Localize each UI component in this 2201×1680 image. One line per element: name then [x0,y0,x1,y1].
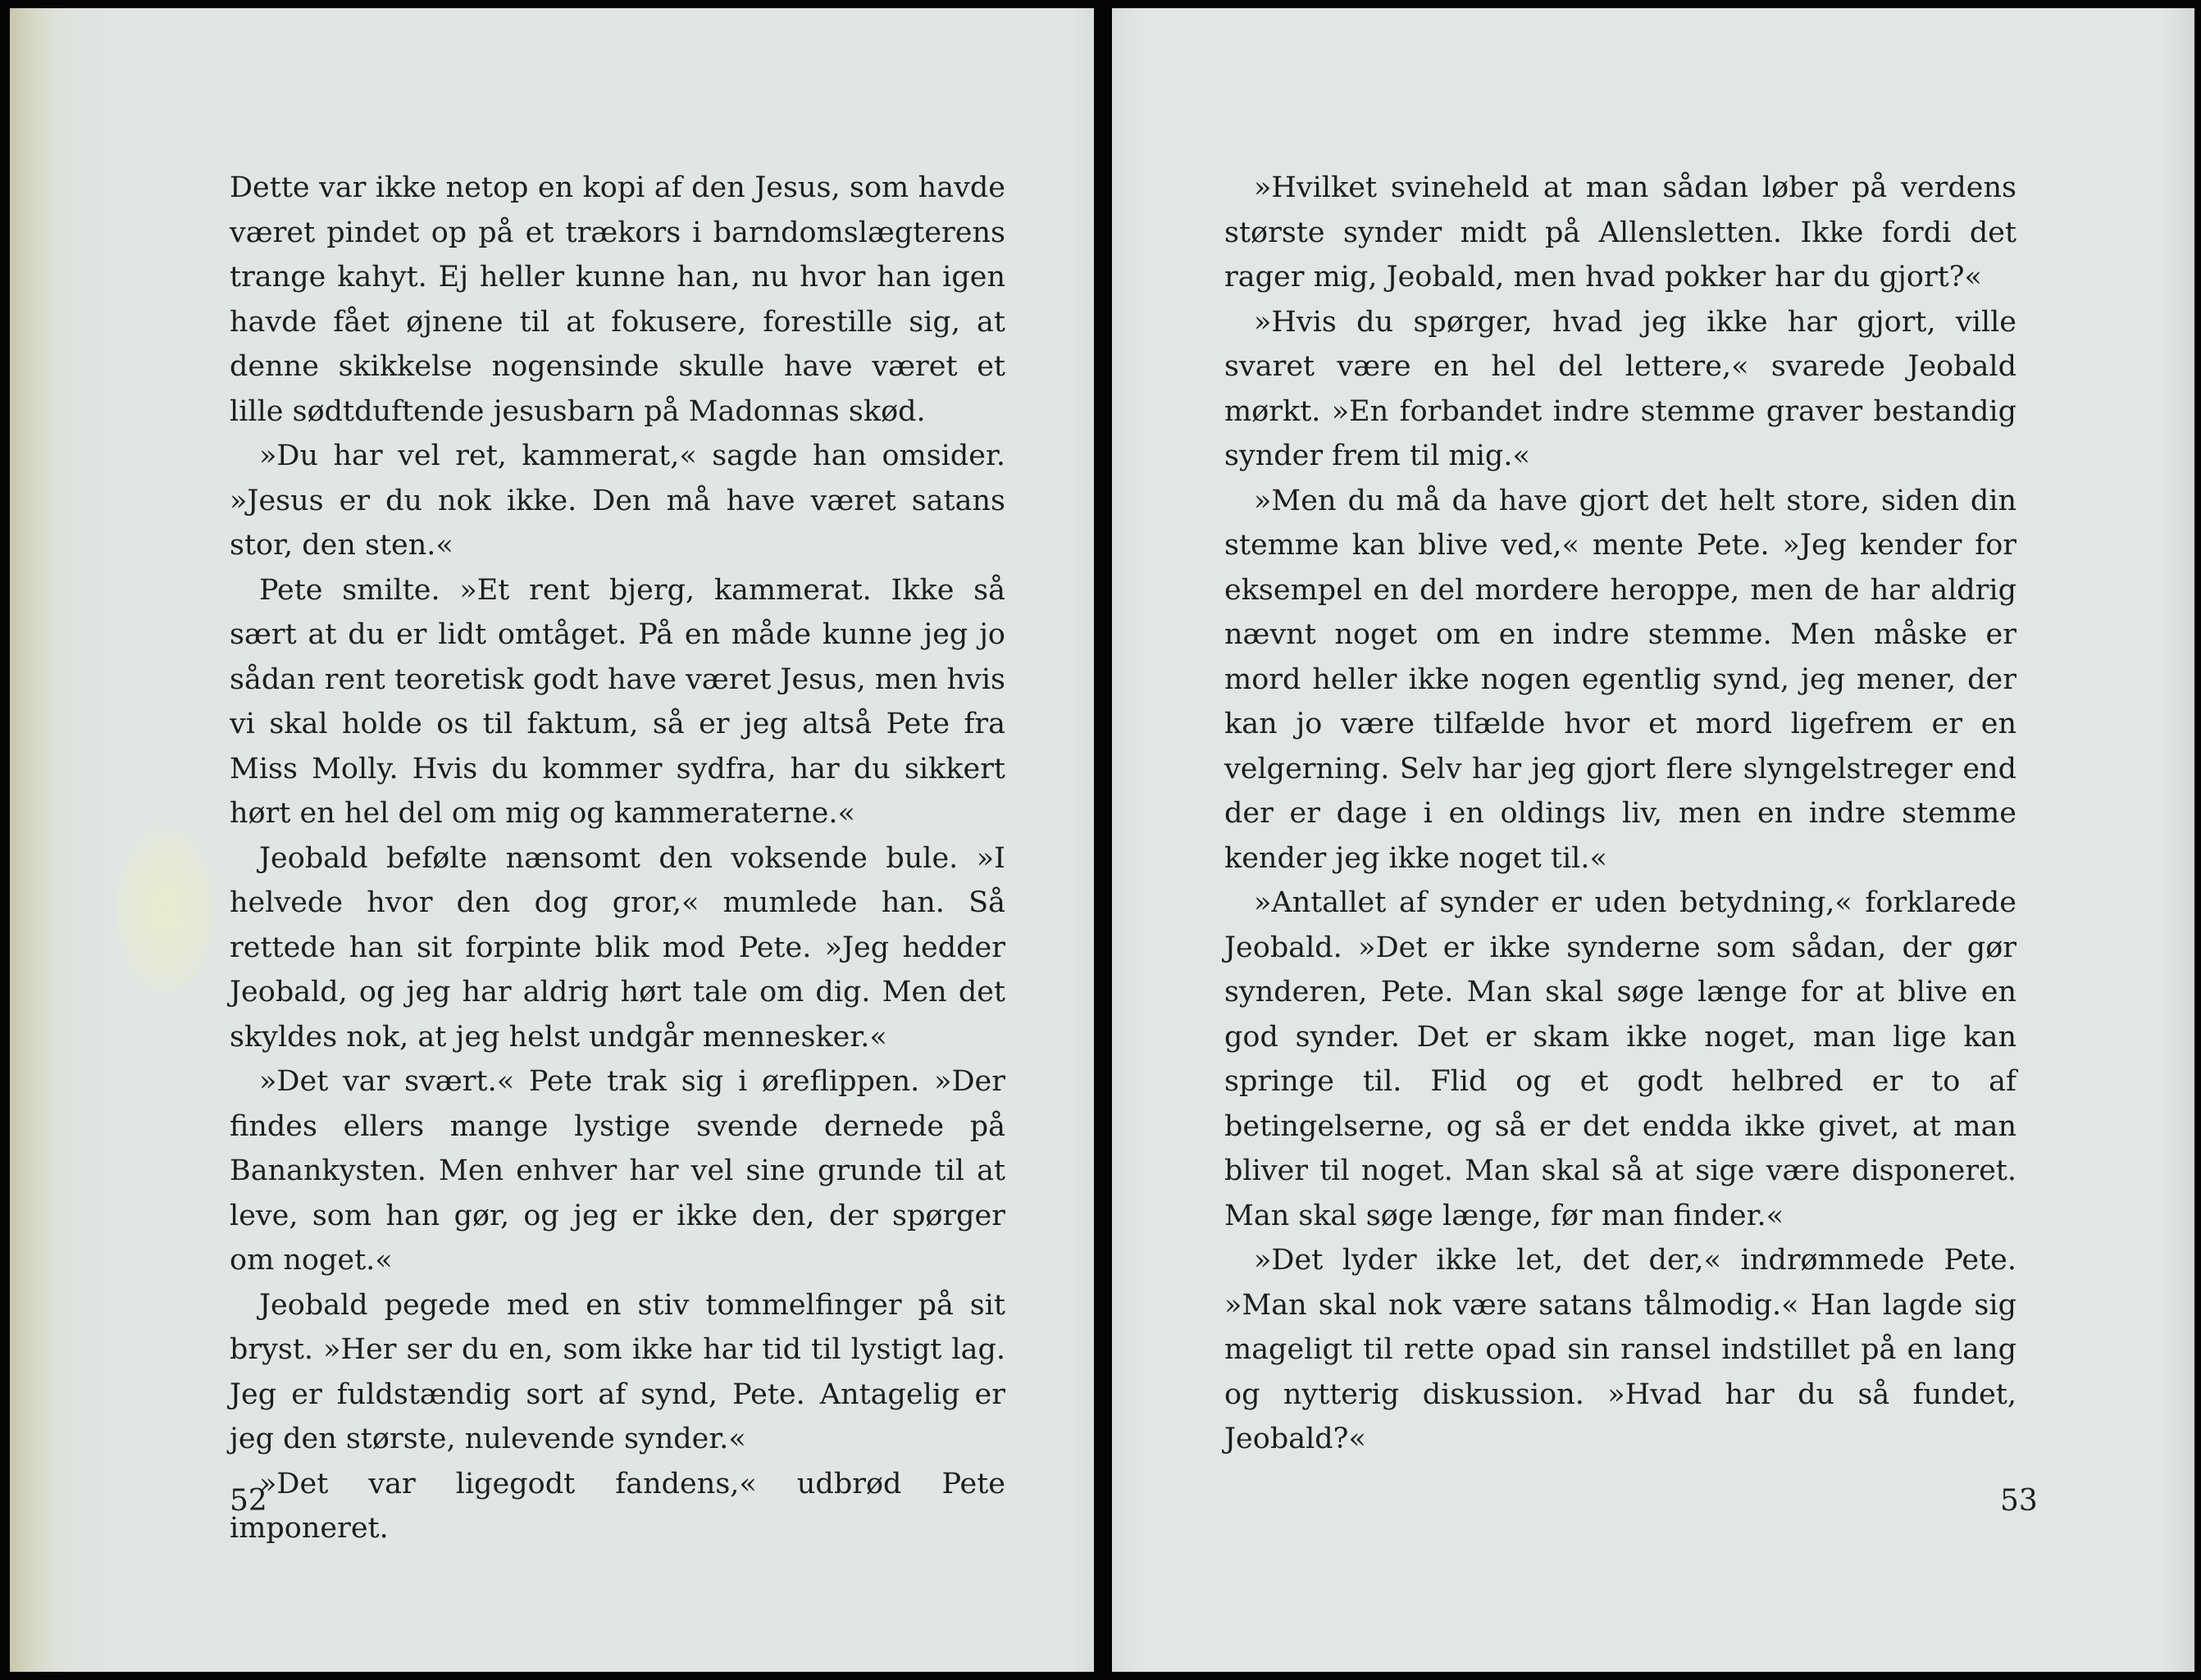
right-page [1112,8,2194,1672]
paragraph: Jeobald pegede med en stiv tommelfinger på sit bryst. »Her ser du en, som ikke har tid til lystigt lag. Jeg er fuldstændig sort af synd, Pete. Antagelig er jeg den største, nulevende synder.« [230,1288,1005,1455]
paragraph: »Det var svært.« Pete trak sig i øreflippen. »Der findes ellers mange lystige svende dernede på Banankysten. Men enhver har vel sine grunde til at leve, som han gør, og jeg er ikke den, der spørger om noget.« [230,1065,1005,1277]
page-number: 53 [2000,1484,2038,1518]
paragraph: »Det var ligegodt fandens,« udbrød Pete imponeret. [230,1467,1005,1545]
page-discoloration [116,828,215,992]
paragraph: Dette var ikke netop en kopi af den Jesus, som havde været pindet op på et trækors i barndomslægterens trange kahyt. Ej heller kunne han, nu hvor han igen havde fået øjnene til at fokusere, forestille sig, at denne skikkelse nogensinde skulle have været et lille sødtduftende jesusbarn på Madonnas skød. [230,171,1005,428]
paragraph: »Antallet af synder er uden betydning,« forklarede Jeobald. »Det er ikke synderne som sådan, der gør synderen, Pete. Man skal søge længe for at blive en god synder. Det er skam ikke noget, man lige kan springe til. Flid og et godt helbred er to af betingelserne, og så er det endda ikke givet, at man bliver til noget. Man skal så at sige være disponeret. Man skal søge længe, før man finder.« [1224,886,2016,1232]
paragraph: »Men du må da have gjort det helt store, siden din stemme kan blive ved,« mente Pete. »Jeg kender for eksempel en del mordere heroppe, men de har aldrig nævnt noget om en indre stemme. Men måske er mord heller ikke nogen egentlig synd, jeg mener, der kan jo være tilfælde hvor et mord ligefrem er en velgerning. Selv har jeg gjort flere slyngelstreger end der er dage i en oldings liv, men en indre stemme kender jeg ikke noget til.« [1224,484,2016,875]
left-page [10,8,1094,1672]
paragraph: »Det lyder ikke let, det der,« indrømmede Pete. »Man skal nok være satans tålmodig.« Han lagde sig mageligt til rette opad sin ransel indstillet på en lang og nytterig diskussion. »Hvad har du så fundet, Jeobald?« [1224,1244,2016,1455]
left-page-text [230,166,1005,1551]
right-page-text [1224,166,2016,1462]
paragraph: Pete smilte. »Et rent bjerg, kammerat. Ikke så sært at du er lidt omtåget. På en måde kunne jeg jo sådan rent teoretisk godt have været Jesus, men hvis vi skal holde os til faktum, så er jeg altså Pete fra Miss Molly. Hvis du kommer sydfra, har du sikkert hørt en hel del om mig og kammeraterne.« [230,573,1005,830]
paragraph: »Du har vel ret, kammerat,« sagde han omsider. »Jesus er du nok ikke. Den må have været satans stor, den sten.« [230,439,1005,562]
paragraph: »Hvis du spørger, hvad jeg ikke har gjort, ville svaret være en hel del lettere,« svarede Jeobald mørkt. »En forbandet indre stemme graver bestandig synder frem til mig.« [1224,305,2016,472]
paragraph: »Hvilket svineheld at man sådan løber på verdens største synder midt på Allensletten. Ikke fordi det rager mig, Jeobald, men hvad pokker har du gjort?« [1224,171,2016,294]
paragraph: Jeobald befølte nænsomt den voksende bule. »I helvede hvor den dog gror,« mumlede han. Så rettede han sit forpinte blik mod Pete. »Jeg hedder Jeobald, og jeg har aldrig hørt tale om dig. Men det skyldes nok, at jeg helst undgår mennesker.« [230,841,1005,1054]
page-number: 52 [230,1484,267,1518]
